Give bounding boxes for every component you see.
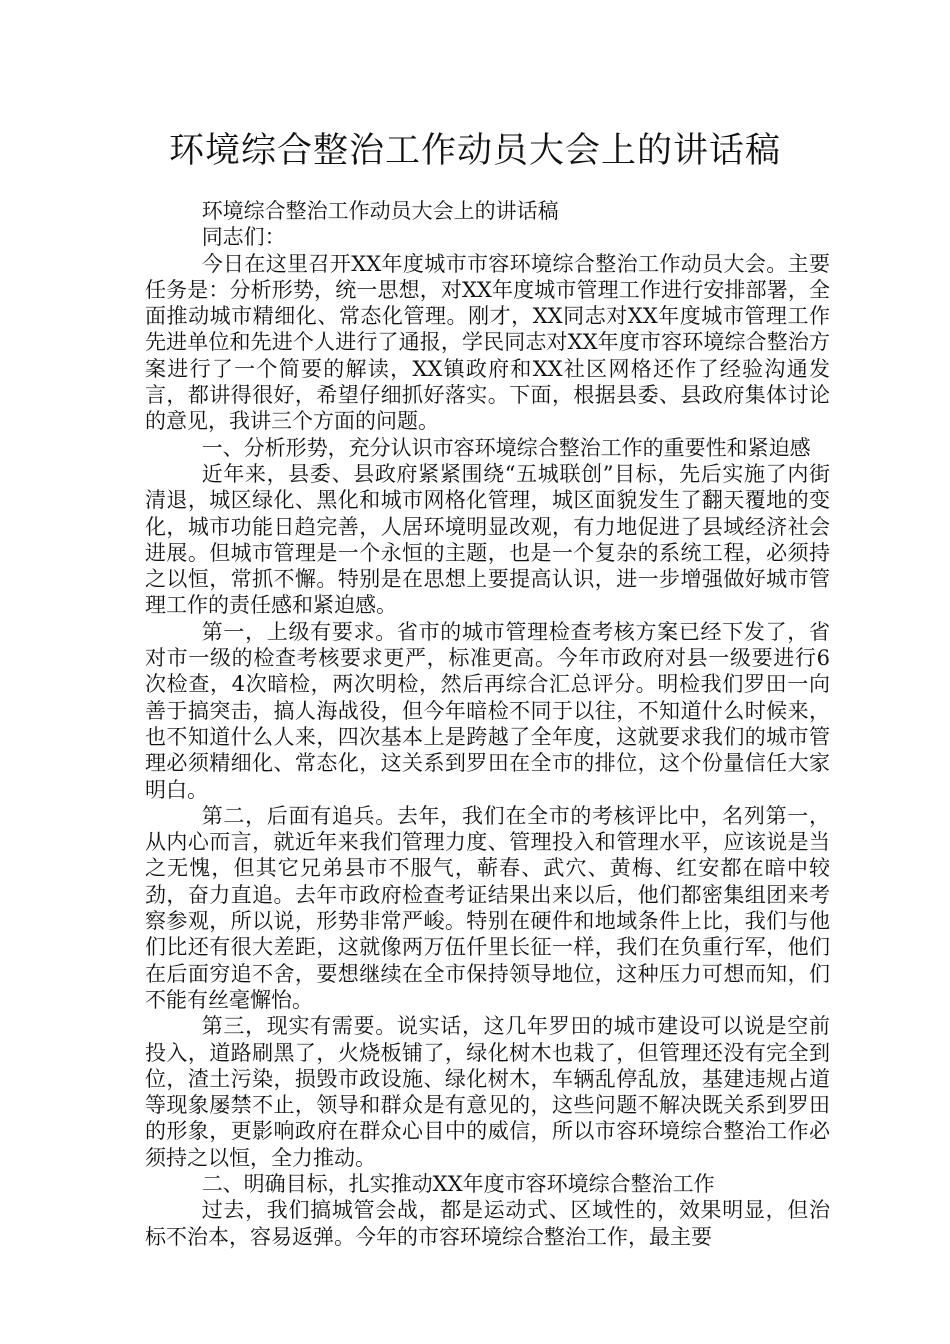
paragraph-background: 近年来，县委、县政府紧紧围绕“五城联创”目标，先后实施了内街清退，城区绿化、黑化和城市网格化管理，城区面貌发生了翻天覆地的变化，城市功能日趋完善，人居环境明显改观，有力地促进了县域经济社会进展。但城市管理是一个永恒的主题，也是一个复杂的系统工程，必须持之以恒，常抓不懈。特别是在思想上要提高认识，进一步增强做好城市管理工作的责任感和紧迫感。 — [145, 461, 830, 618]
paragraph-goals: 过去，我们搞城管会战，都是运动式、区域性的，效果明显，但治标不治本，容易返弹。今年的市容环境综合整治工作，最主要 — [145, 1198, 830, 1249]
salutation: 同志们： — [201, 225, 286, 250]
paragraph-first-point: 第一，上级有要求。省市的城市管理检查考核方案已经下发了，省对市一级的检查考核要求更严，标准更高。今年市政府对县一级要进行6次检查，4次暗检，两次明检，然后再综合汇总评分。明检我们罗田一向善于搞突击，搞人海战役，但今年暗检不同于以往，不知道什么时候来，也不知道什么人来，四次基本上是跨越了全年度，这就要求我们的城市管理必须精细化、常态化，这关系到罗田在全市的排位，这个份量信任大家明白。 — [145, 619, 830, 802]
paragraph-second-point: 第二，后面有追兵。去年，我们在全市的考核评比中，名列第一，从内心而言，就近年来我们管理力度、管理投入和管理水平，应该说是当之无愧，但其它兄弟县市不服气，蕲春、武穴、黄梅、红安都在暗中较劲，奋力直追。去年市政府检查考证结果出来以后，他们都密集组团来考察参观，所以说，形势非常严峻。特别在硬件和地域条件上比，我们与他们比还有很大差距，这就像两万伍仟里长征一样，我们在负重行军，他们在后面穷追不舍，要想继续在全市保持领导地位，这种压力可想而知，们不能有丝毫懈怡。 — [145, 803, 830, 1012]
document-title: 环境综合整治工作动员大会上的讲话稿 — [168, 131, 781, 171]
document-body — [145, 198, 830, 1250]
paragraph-intro: 今日在这里召开XX年度城市市容环境综合整治工作动员大会。主要任务是：分析形势，统一思想，对XX年度城市管理工作进行安排部署，全面推动城市精细化、常态化管理。刚才，XX同志对XX年度城市管理工作先进单位和先进个人进行了通报，学民同志对XX年度市容环境综合整治方案进行了一个简要的解读，XX镇政府和XX社区网格还作了经验沟通发言，都讲得很好，希望仔细抓好落实。下面，根据县委、县政府集体讨论的意见，我讲三个方面的问题。 — [145, 251, 830, 434]
section-heading-1: 一、分析形势，充分认识市容环境综合整治工作的重要性和紧迫感 — [201, 435, 811, 460]
paragraph-third-point: 第三，现实有需要。说实话，这几年罗田的城市建设可以说是空前投入，道路刷黑了，火烧板铺了，绿化树木也栽了，但管理还没有完全到位，渣土污染，损毁市政设施、绿化树木，车辆乱停乱放，基建违规占道等现象屡禁不止，领导和群众是有意见的，这些问题不解决既关系到罗田的形象，更影响政府在群众心目中的威信，所以市容环境综合整治工作必须持之以恒，全力推动。 — [145, 1014, 830, 1170]
section-heading-2: 二、明确目标，扎实推动XX年度市容环境综合整治工作 — [201, 1171, 715, 1196]
speech-subtitle: 环境综合整治工作动员大会上的讲话稿 — [201, 199, 559, 223]
